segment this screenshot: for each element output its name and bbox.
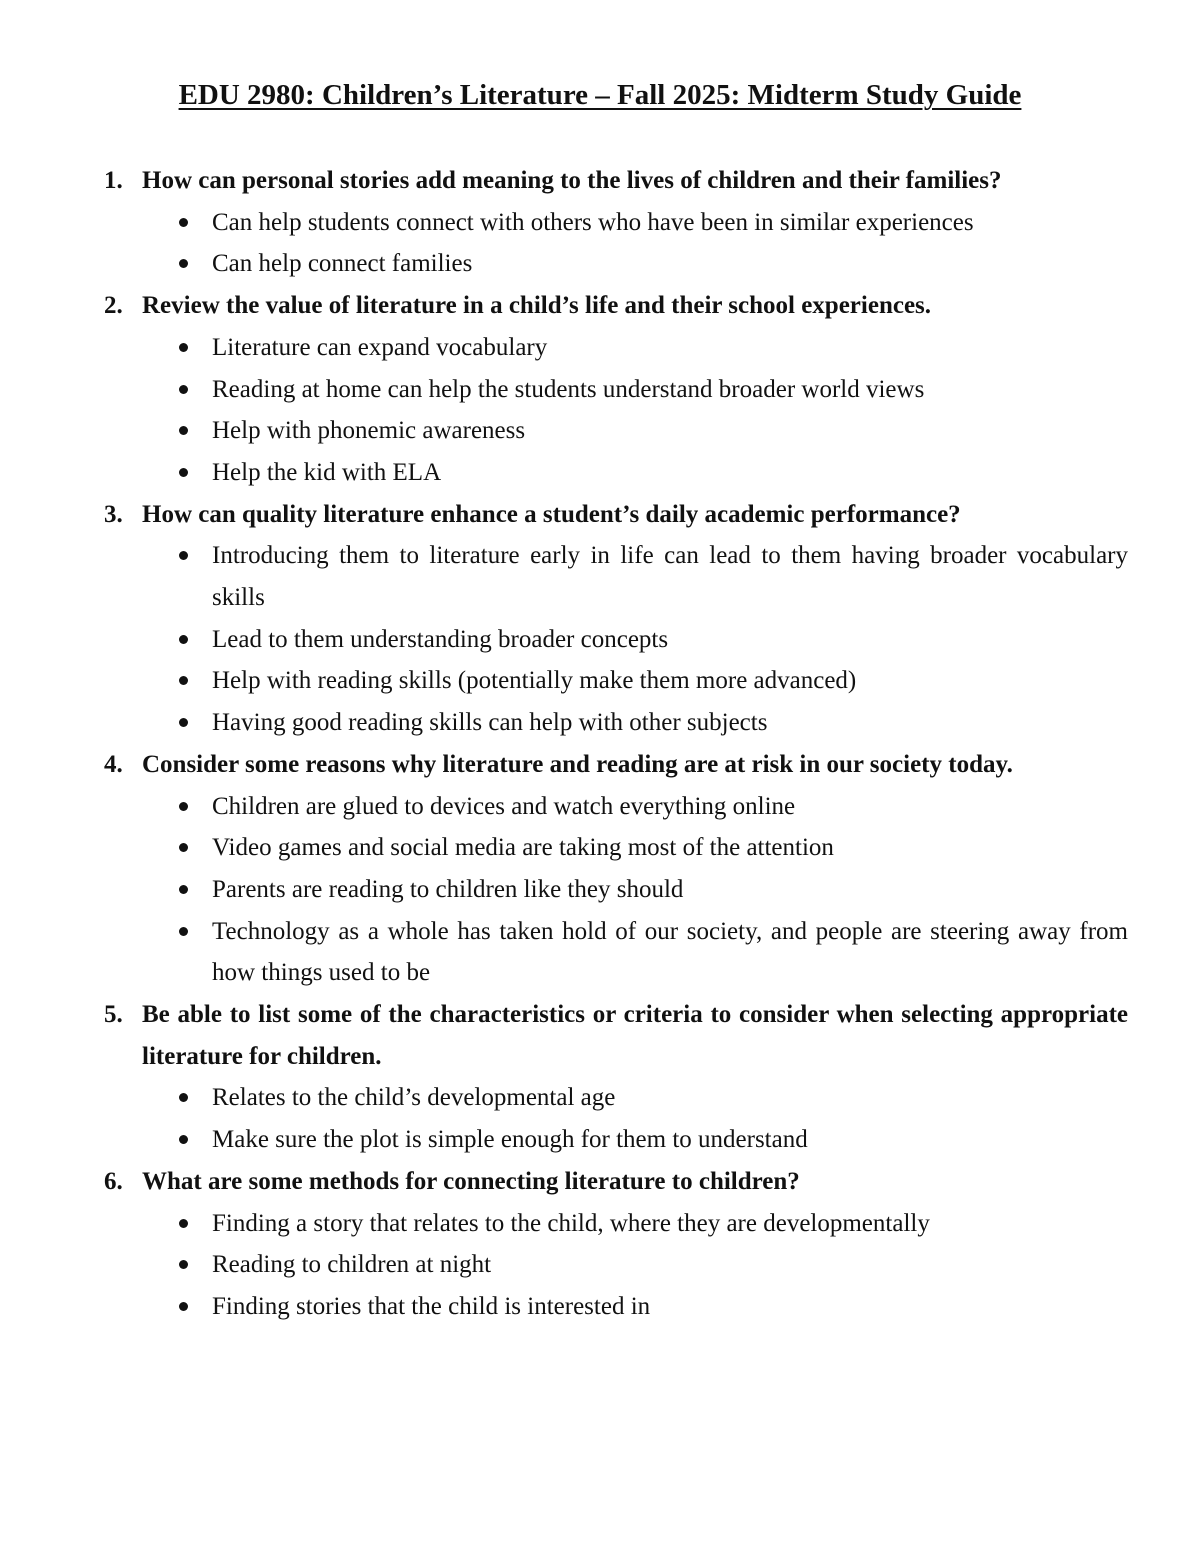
answer-text: Relates to the child’s developmental age: [212, 1084, 616, 1112]
bullet-icon: [179, 1135, 188, 1144]
question-item: [0, 160, 1200, 285]
bullet-icon: [179, 1302, 188, 1311]
answer-item: [212, 1119, 1128, 1161]
page-title: EDU 2980: Children’s Literature – Fall 2025: Midterm Study Guide: [178, 79, 1022, 111]
question-item: [0, 285, 1200, 494]
question-number: 6.: [104, 1167, 123, 1195]
answer-text: Reading at home can help the students understand broader world views: [212, 375, 925, 403]
bullet-icon: [179, 218, 188, 227]
question-text: Consider some reasons why literature and reading are at risk in our society today.: [142, 750, 1013, 778]
question-number: 2.: [104, 292, 123, 320]
bullet-icon: [179, 676, 188, 685]
question-number: 5.: [104, 1001, 123, 1029]
answer-item: [212, 369, 1128, 411]
answer-text: Lead to them understanding broader concepts: [212, 625, 669, 653]
answer-text: Can help students connect with others who have been in similar experiences: [212, 208, 974, 236]
question-text: Review the value of literature in a child’s life and their school experiences.: [142, 292, 932, 320]
answer-item: [212, 619, 1128, 661]
bullet-icon: [179, 385, 188, 394]
bullet-icon: [179, 927, 188, 936]
bullet-icon: [179, 551, 188, 560]
answer-item: [212, 827, 1128, 869]
answer-text: Parents are reading to children like they should: [212, 875, 684, 903]
bullet-icon: [179, 1093, 188, 1102]
answer-text: Technology as a whole has taken hold of our society, and people are steering away from how things used to be: [212, 917, 1128, 987]
answer-item: [212, 327, 1128, 369]
answer-item: [212, 660, 1128, 702]
answer-item: [212, 1286, 1128, 1328]
answer-list: [0, 786, 1200, 995]
answer-item: [212, 869, 1128, 911]
bullet-icon: [179, 802, 188, 811]
answer-item: [212, 1203, 1128, 1245]
question-number: 3.: [104, 500, 123, 528]
bullet-icon: [179, 635, 188, 644]
answer-text: Having good reading skills can help with other subjects: [212, 709, 768, 737]
question-item: [0, 994, 1200, 1161]
answer-item: [212, 1077, 1128, 1119]
answer-text: Literature can expand vocabulary: [212, 333, 548, 361]
question-text: What are some methods for connecting literature to children?: [142, 1167, 800, 1195]
question-list: [0, 160, 1200, 1328]
bullet-icon: [179, 259, 188, 268]
answer-item: [212, 535, 1128, 618]
bullet-icon: [179, 885, 188, 894]
question-text: How can quality literature enhance a student’s daily academic performance?: [142, 500, 961, 528]
answer-text: Help with phonemic awareness: [212, 417, 526, 445]
answer-text: Help with reading skills (potentially make them more advanced): [212, 667, 857, 695]
answer-list: [0, 535, 1200, 744]
answer-text: Video games and social media are taking most of the attention: [212, 834, 834, 862]
bullet-icon: [179, 843, 188, 852]
question-text: Be able to list some of the characteristics or criteria to consider when selecting appropriate literature for children.: [142, 1001, 1128, 1070]
answer-item: [212, 911, 1128, 994]
answer-text: Make sure the plot is simple enough for them to understand: [212, 1126, 808, 1154]
question-item: [0, 1161, 1200, 1328]
answer-text: Can help connect families: [212, 250, 473, 278]
question-number: 1.: [104, 167, 123, 194]
answer-list: [0, 202, 1200, 285]
answer-text: Children are glued to devices and watch everything online: [212, 792, 796, 820]
answer-text: Introducing them to literature early in life can lead to them having broader vocabulary skills: [212, 542, 1128, 612]
answer-text: Finding a story that relates to the child, where they are developmentally: [212, 1209, 930, 1237]
answer-list: [0, 1203, 1200, 1328]
bullet-icon: [179, 1260, 188, 1269]
question-item: [0, 494, 1200, 744]
answer-item: [212, 410, 1128, 452]
answer-list: [0, 1077, 1200, 1160]
answer-item: [212, 243, 1128, 285]
bullet-icon: [179, 1219, 188, 1228]
answer-text: Finding stories that the child is interested in: [212, 1292, 651, 1320]
bullet-icon: [179, 426, 188, 435]
answer-list: [0, 327, 1200, 494]
answer-text: Reading to children at night: [212, 1251, 492, 1279]
answer-item: [212, 702, 1128, 744]
question-text: How can personal stories add meaning to the lives of children and their families?: [142, 167, 1002, 194]
answer-text: Help the kid with ELA: [212, 458, 442, 486]
answer-item: [212, 786, 1128, 828]
question-number: 4.: [104, 750, 123, 778]
answer-item: [212, 452, 1128, 494]
bullet-icon: [179, 468, 188, 477]
answer-item: [212, 1244, 1128, 1286]
question-item: [0, 744, 1200, 994]
answer-item: [212, 202, 1128, 244]
bullet-icon: [179, 718, 188, 727]
bullet-icon: [179, 343, 188, 352]
